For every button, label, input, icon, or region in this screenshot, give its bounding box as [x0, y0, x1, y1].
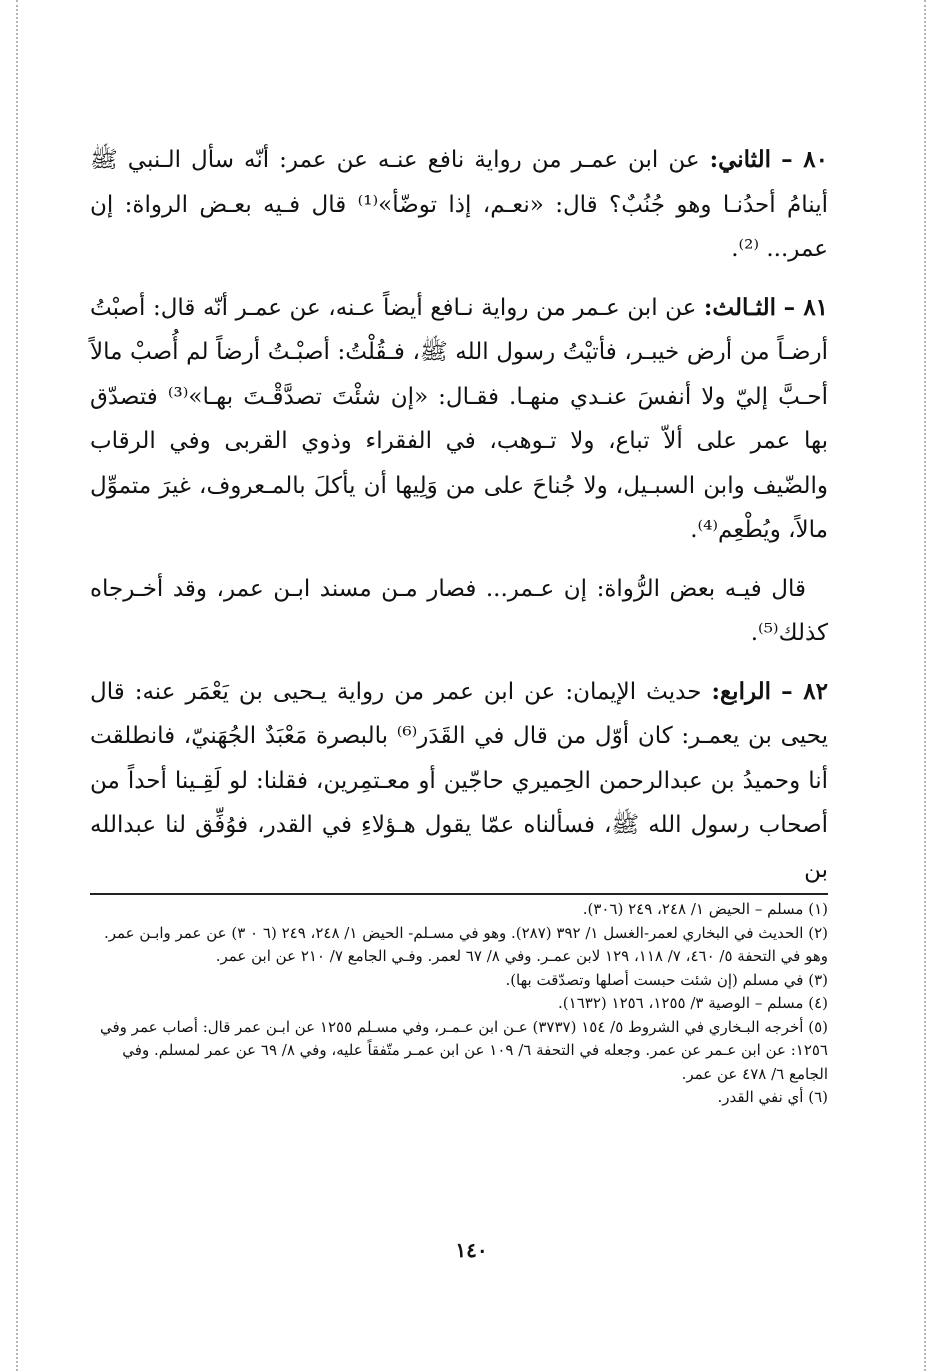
paragraph-heading: الثـالث:	[703, 293, 777, 321]
paragraph-number: ٨١ –	[783, 293, 829, 321]
footnote-4: (٤) مسلم – الوصية ٣/ ١٢٥٥، ١٢٥٦ (١٦٣٢).	[558, 994, 828, 1012]
footnote-6: (٦) أي نفي القدر.	[717, 1088, 828, 1106]
paragraph-heading: الرابع:	[711, 677, 772, 705]
paragraph-82	[90, 670, 828, 893]
left-margin-dotted-line	[16, 0, 18, 1371]
footnote-2: (٢) الحديث في البخاري لعمر-الغسل ١/ ٣٩٢ (٢٨٧). وهو في مسـلم- الحيض ١/ ٢٤٨، ٢٤٩ (٦ ٠ ٣) عن عمر وابـن عمر. وهو في التحفة ٥/ ٤٦٠، ٧/ ١١٨، ١٢٩ لابن عمـر. وفي ٨/ ٦٧ لعمر. وفـي الجامع ٧/ ٢١٠ عن ابن عمر.	[103, 923, 828, 965]
paragraph-body: عن ابن عمـر من رواية نافع عنـه عن عمر: أنّه سأل الـنبي ﷺ أينامُ أحدُنـا وهو جُنُبٌ؟ قال: «نعـم، إذا توضّأ»⁽¹⁾ قال فـيه بعـض الرواة: إن عمر... ⁽²⁾.	[90, 147, 829, 262]
paragraph-heading: الثاني:	[709, 146, 772, 173]
footnotes	[100, 898, 828, 1110]
paragraph-body: قال فيـه بعض الرُّواة: إن عـمر... فصار مـن مسند ابـن عمر، وقد أخـرجاه كذلك⁽⁵⁾.	[90, 575, 828, 646]
page-number: ١٤٠	[455, 1238, 488, 1262]
footnote-3: (٣) في مسلم (إن شئت حبست أصلها وتصدّقت بها).	[505, 970, 828, 989]
paragraph-body: عن ابن عـمر من رواية نـافع أيضاً عـنه، عن عمـر أنّه قال: أصبْتُ أرضـاً من أرض خيبـر، فأتيْتُ رسول الله ﷺ، فـقُلْتُ: أصبْـتُ أرضاً لم أُصبْ مالاً أحـبَّ إليّ ولا أنفسَ عنـدي منهـا. فقـال: «إن شئْتَ تصدَّقْـتَ بهـا»⁽³⁾ فتصدّق بها عمر على ألاّ تباع، ولا تـوهب، في الفقراء وذوي القربى وفي الرقاب والضّيف وابن السبـيل، ولا جُناحَ على من وَلِيها أن يأكلَ بالمـعروف، غيرَ متموِّل مالاً، ويُطْعِم⁽⁴⁾.	[90, 294, 829, 543]
paragraph-number: ٨٠ –	[781, 146, 829, 173]
right-margin-dotted-line	[924, 0, 926, 1371]
paragraph-number: ٨٢ –	[781, 677, 828, 705]
footnote-5: (٥) أخرجه البـخاري في الشروط ٥/ ١٥٤ (٣٧٣٧) عـن ابن عـمـر، وفي مسـلم ١٢٥٥ عن ابـن عمر قال: أصاب عمر وفي ١٢٥٦: عن ابن عـمر عن عمر. وجعله في التحفة ٦/ ١٠٩ عن ابن عمـر متّفقاً عليه، وفي ٨/ ٦٩ عن عمر لمسلم. وفي الجامع ٦/ ٤٧٨ عن عمر.	[100, 1017, 828, 1083]
footnote-separator	[90, 893, 828, 895]
paragraph-80	[90, 138, 828, 272]
paragraph-81-note	[90, 567, 828, 656]
paragraph-body: حديث الإيمان: عن ابن عمر من رواية يـحيى بن يَعْمَر عنه: قال يحيى بن يعمـر: كان أوّل من قال في القَدَر⁽⁶⁾ بالبصرة مَعْبَدٌ الجُهَنيّ، فانطلقت أنا وحميدُ بن عبدالرحمن الحِميري حاجّين أو معـتمِرين، فقلنا: لو لَقِـينا أحداً من أصحاب رسول الله ﷺ، فسألناه عمّا يقول هـؤلاءِ في القدر، فوُفِّق لنا عبدالله بن	[90, 678, 828, 883]
paragraph-81	[90, 286, 828, 553]
main-text	[90, 138, 828, 906]
footnote-1: (١) مسلم – الحيض ١/ ٢٤٨، ٢٤٩ (٣٠٦).	[582, 900, 828, 918]
